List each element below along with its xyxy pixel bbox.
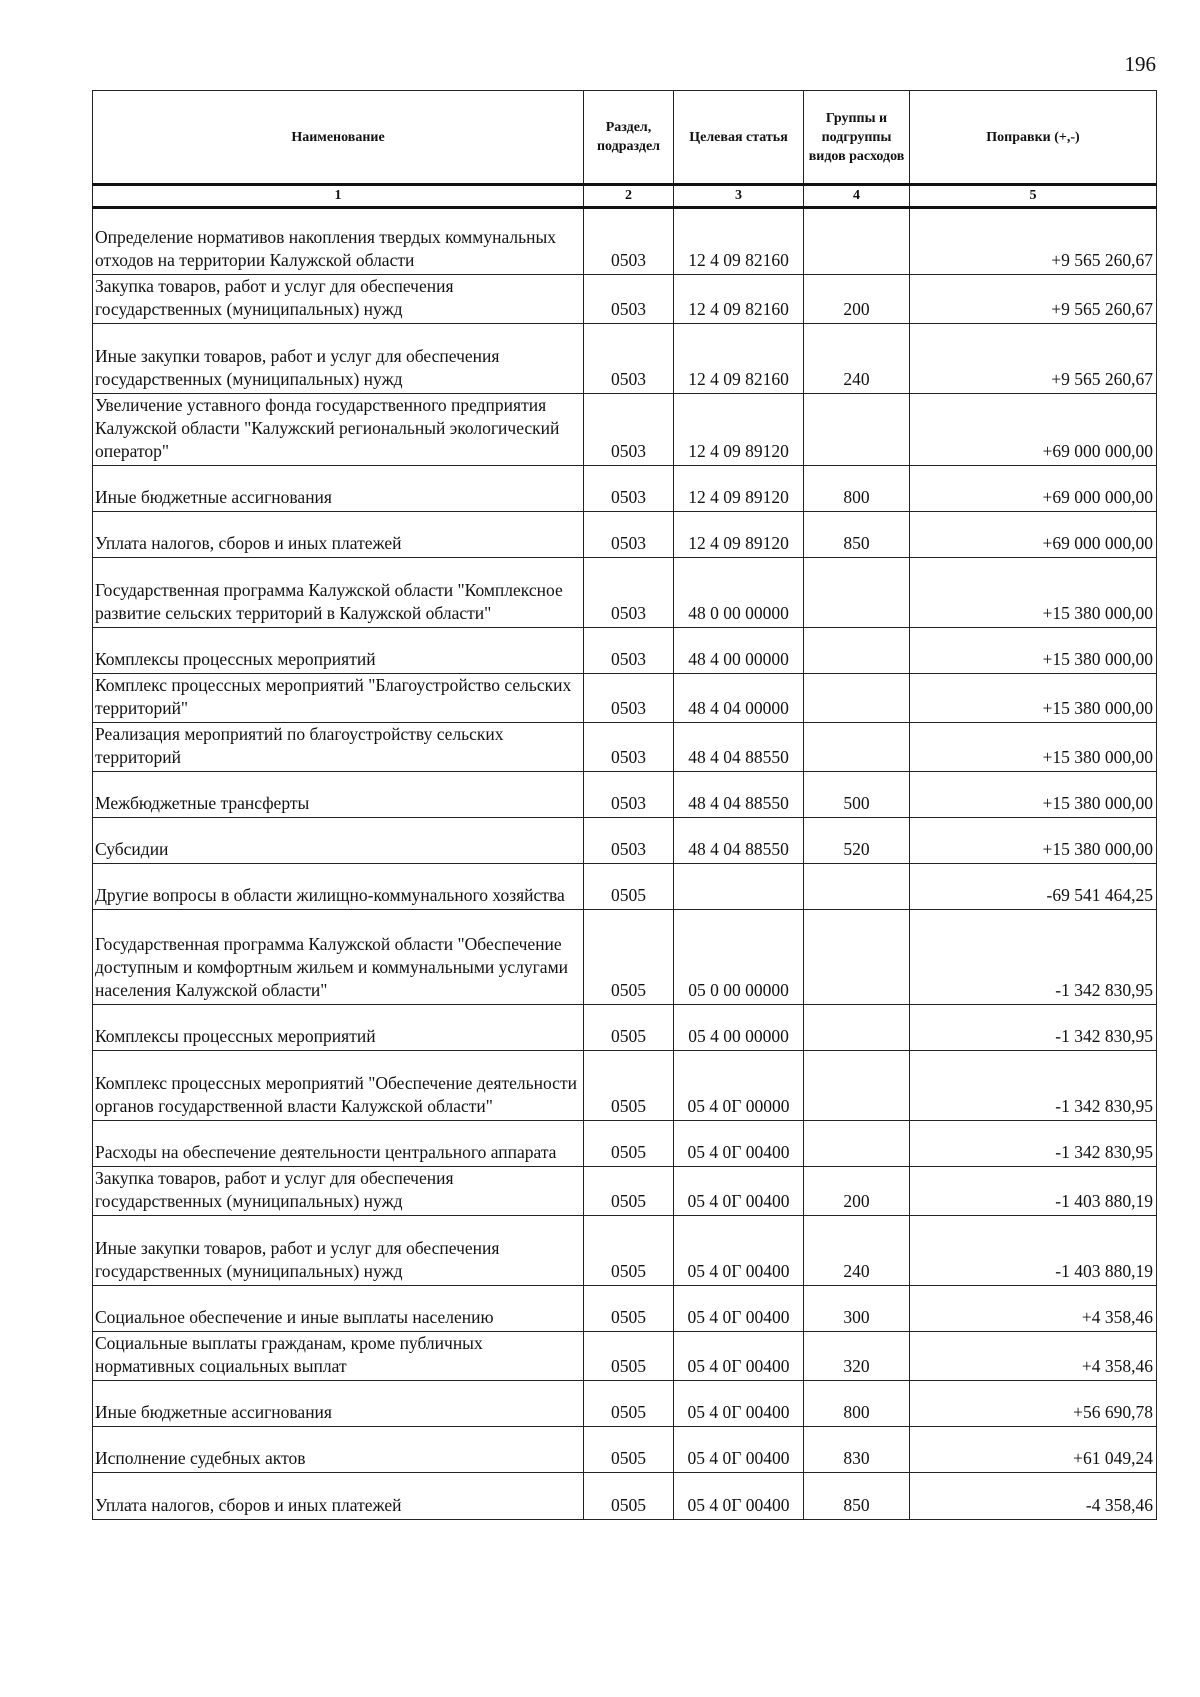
row-target: 05 4 0Г 00400: [674, 1381, 804, 1427]
row-name: Уплата налогов, сборов и иных платежей: [93, 512, 584, 558]
column-numbers-row: [93, 185, 1157, 208]
table-row: [93, 558, 1157, 628]
row-target: 48 4 04 88550: [674, 723, 804, 772]
row-group: 200: [804, 1167, 910, 1216]
row-section: 0505: [584, 1121, 674, 1167]
row-group: 520: [804, 818, 910, 864]
row-name: Реализация мероприятий по благоустройству сельских территорий: [93, 723, 584, 772]
row-target: 05 4 0Г 00400: [674, 1286, 804, 1332]
row-target: 12 4 09 82160: [674, 275, 804, 324]
row-group: [804, 1121, 910, 1167]
table-row: [93, 674, 1157, 723]
row-target: [674, 864, 804, 910]
row-group: 830: [804, 1427, 910, 1473]
row-group: [804, 628, 910, 674]
row-group: 850: [804, 512, 910, 558]
row-amount: +69 000 000,00: [910, 512, 1157, 558]
row-name: Закупка товаров, работ и услуг для обеспечения государственных (муниципальных) нужд: [93, 1167, 584, 1216]
table-header-row: [93, 91, 1157, 185]
row-group: [804, 1051, 910, 1121]
row-group: [804, 1005, 910, 1051]
row-group: [804, 558, 910, 628]
column-number: 5: [910, 185, 1157, 208]
row-target: 05 4 0Г 00000: [674, 1051, 804, 1121]
row-target: 05 4 0Г 00400: [674, 1121, 804, 1167]
row-amount: +15 380 000,00: [910, 628, 1157, 674]
row-name: Закупка товаров, работ и услуг для обеспечения государственных (муниципальных) нужд: [93, 275, 584, 324]
row-group: 800: [804, 466, 910, 512]
row-name: Увеличение уставного фонда государственного предприятия Калужской области "Калужский региональный экологический оператор": [93, 394, 584, 466]
row-section: 0503: [584, 772, 674, 818]
row-amount: -4 358,46: [910, 1473, 1157, 1520]
table-row: [93, 1473, 1157, 1520]
page-number: 196: [1124, 52, 1156, 76]
budget-amendments-table: [92, 90, 1157, 1520]
row-group: [804, 208, 910, 275]
header-group: Группы и подгруппы видов расходов: [804, 91, 910, 185]
row-name: Исполнение судебных актов: [93, 1427, 584, 1473]
table-body: [93, 208, 1157, 1520]
table-row: [93, 466, 1157, 512]
table-row: [93, 772, 1157, 818]
table-row: [93, 208, 1157, 275]
row-group: [804, 394, 910, 466]
table-row: [93, 1427, 1157, 1473]
row-target: 48 4 00 00000: [674, 628, 804, 674]
table-row: [93, 275, 1157, 324]
row-target: 48 4 04 88550: [674, 772, 804, 818]
row-target: 05 4 0Г 00400: [674, 1473, 804, 1520]
row-name: Другие вопросы в области жилищно-коммунального хозяйства: [93, 864, 584, 910]
row-name: Уплата налогов, сборов и иных платежей: [93, 1473, 584, 1520]
row-section: 0503: [584, 394, 674, 466]
row-amount: +9 565 260,67: [910, 275, 1157, 324]
row-name: Расходы на обеспечение деятельности центрального аппарата: [93, 1121, 584, 1167]
row-target: 12 4 09 82160: [674, 324, 804, 394]
table-row: [93, 1332, 1157, 1381]
row-amount: -69 541 464,25: [910, 864, 1157, 910]
row-section: 0505: [584, 1381, 674, 1427]
row-name: Социальные выплаты гражданам, кроме публичных нормативных социальных выплат: [93, 1332, 584, 1381]
row-target: 05 4 0Г 00400: [674, 1216, 804, 1286]
row-section: 0503: [584, 512, 674, 558]
row-target: 05 4 0Г 00400: [674, 1427, 804, 1473]
table-row: [93, 324, 1157, 394]
row-amount: +9 565 260,67: [910, 324, 1157, 394]
row-name: Государственная программа Калужской области "Комплексное развитие сельских территорий в Калужской области": [93, 558, 584, 628]
row-amount: -1 342 830,95: [910, 910, 1157, 1005]
row-name: Иные бюджетные ассигнования: [93, 1381, 584, 1427]
row-group: 320: [804, 1332, 910, 1381]
row-section: 0503: [584, 324, 674, 394]
row-section: 0505: [584, 1005, 674, 1051]
table-row: [93, 1216, 1157, 1286]
row-target: 12 4 09 89120: [674, 466, 804, 512]
row-section: 0503: [584, 275, 674, 324]
row-section: 0505: [584, 864, 674, 910]
row-amount: +56 690,78: [910, 1381, 1157, 1427]
header-section: Раздел, подраздел: [584, 91, 674, 185]
row-group: 240: [804, 1216, 910, 1286]
row-section: 0505: [584, 1051, 674, 1121]
table-row: [93, 1121, 1157, 1167]
row-name: Иные закупки товаров, работ и услуг для обеспечения государственных (муниципальных) нужд: [93, 324, 584, 394]
row-section: 0503: [584, 466, 674, 512]
table-row: [93, 1167, 1157, 1216]
column-number: 2: [584, 185, 674, 208]
row-section: 0503: [584, 558, 674, 628]
row-target: 05 4 00 00000: [674, 1005, 804, 1051]
row-section: 0505: [584, 1216, 674, 1286]
row-target: 12 4 09 82160: [674, 208, 804, 275]
row-amount: -1 342 830,95: [910, 1005, 1157, 1051]
row-amount: +15 380 000,00: [910, 772, 1157, 818]
row-name: Субсидии: [93, 818, 584, 864]
row-name: Комплексы процессных мероприятий: [93, 1005, 584, 1051]
row-amount: +15 380 000,00: [910, 674, 1157, 723]
table-row: [93, 1381, 1157, 1427]
row-section: 0503: [584, 818, 674, 864]
row-amount: -1 342 830,95: [910, 1051, 1157, 1121]
row-section: 0505: [584, 1427, 674, 1473]
row-section: 0505: [584, 1473, 674, 1520]
row-target: 05 0 00 00000: [674, 910, 804, 1005]
table-row: [93, 1005, 1157, 1051]
table-row: [93, 512, 1157, 558]
row-amount: +4 358,46: [910, 1286, 1157, 1332]
row-target: 12 4 09 89120: [674, 394, 804, 466]
row-amount: +15 380 000,00: [910, 558, 1157, 628]
row-name: Социальное обеспечение и иные выплаты населению: [93, 1286, 584, 1332]
row-amount: +9 565 260,67: [910, 208, 1157, 275]
row-amount: +4 358,46: [910, 1332, 1157, 1381]
table-row: [93, 910, 1157, 1005]
row-amount: -1 403 880,19: [910, 1167, 1157, 1216]
table-row: [93, 864, 1157, 910]
row-section: 0505: [584, 1332, 674, 1381]
row-amount: +69 000 000,00: [910, 466, 1157, 512]
row-name: Иные закупки товаров, работ и услуг для обеспечения государственных (муниципальных) нужд: [93, 1216, 584, 1286]
row-section: 0503: [584, 723, 674, 772]
table-row: [93, 628, 1157, 674]
row-amount: +15 380 000,00: [910, 723, 1157, 772]
row-name: Межбюджетные трансферты: [93, 772, 584, 818]
row-target: 12 4 09 89120: [674, 512, 804, 558]
column-number: 4: [804, 185, 910, 208]
row-name: Государственная программа Калужской области "Обеспечение доступным и комфортным жильем и коммунальными услугами населения Калужской области": [93, 910, 584, 1005]
row-target: 05 4 0Г 00400: [674, 1167, 804, 1216]
header-name: Наименование: [93, 91, 584, 185]
row-group: 200: [804, 275, 910, 324]
table-row: [93, 1051, 1157, 1121]
row-group: [804, 674, 910, 723]
row-amount: +15 380 000,00: [910, 818, 1157, 864]
row-group: 500: [804, 772, 910, 818]
row-amount: -1 403 880,19: [910, 1216, 1157, 1286]
table-row: [93, 818, 1157, 864]
table-row: [93, 723, 1157, 772]
header-amount: Поправки (+,-): [910, 91, 1157, 185]
row-name: Иные бюджетные ассигнования: [93, 466, 584, 512]
row-group: 240: [804, 324, 910, 394]
row-amount: -1 342 830,95: [910, 1121, 1157, 1167]
column-number: 3: [674, 185, 804, 208]
row-target: 48 4 04 00000: [674, 674, 804, 723]
row-section: 0505: [584, 1286, 674, 1332]
row-group: 300: [804, 1286, 910, 1332]
table-row: [93, 394, 1157, 466]
row-amount: +61 049,24: [910, 1427, 1157, 1473]
row-section: 0505: [584, 910, 674, 1005]
row-target: 05 4 0Г 00400: [674, 1332, 804, 1381]
row-group: [804, 723, 910, 772]
row-group: [804, 864, 910, 910]
row-name: Комплексы процессных мероприятий: [93, 628, 584, 674]
row-section: 0503: [584, 628, 674, 674]
row-section: 0505: [584, 1167, 674, 1216]
column-number: 1: [93, 185, 584, 208]
table-row: [93, 1286, 1157, 1332]
row-target: 48 0 00 00000: [674, 558, 804, 628]
row-amount: +69 000 000,00: [910, 394, 1157, 466]
row-section: 0503: [584, 208, 674, 275]
row-name: Определение нормативов накопления твердых коммунальных отходов на территории Калужской области: [93, 208, 584, 275]
row-group: 850: [804, 1473, 910, 1520]
row-group: 800: [804, 1381, 910, 1427]
row-name: Комплекс процессных мероприятий "Благоустройство сельских территорий": [93, 674, 584, 723]
row-group: [804, 910, 910, 1005]
row-section: 0503: [584, 674, 674, 723]
header-target: Целевая статья: [674, 91, 804, 185]
row-target: 48 4 04 88550: [674, 818, 804, 864]
row-name: Комплекс процессных мероприятий "Обеспечение деятельности органов государственной власти Калужской области": [93, 1051, 584, 1121]
